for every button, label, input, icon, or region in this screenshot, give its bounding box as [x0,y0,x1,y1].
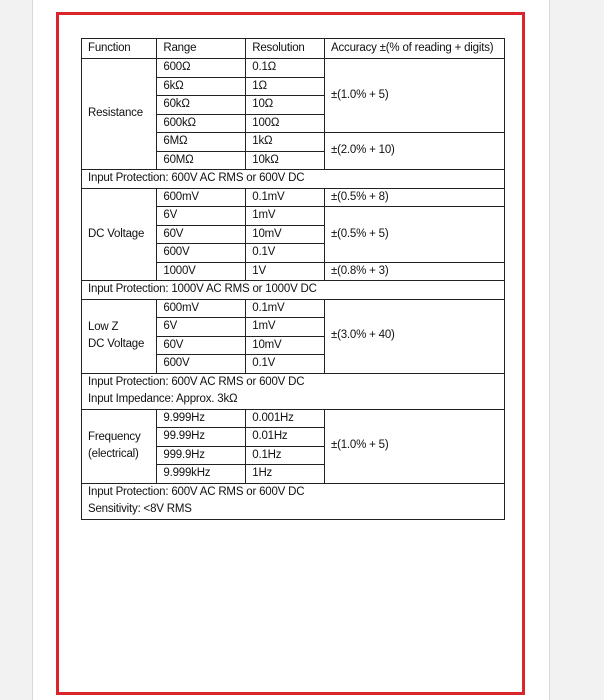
range-cell: 6V [157,318,246,337]
range-cell: 600kΩ [157,114,246,133]
resolution-cell: 0.1V [246,244,325,263]
resolution-cell: 10Ω [246,96,325,115]
accuracy-cell: ±(1.0% + 5) [325,409,505,483]
accuracy-cell: ±(2.0% + 10) [325,133,505,170]
function-frequency [82,409,157,483]
resolution-cell: 10mV [246,225,325,244]
range-cell: 600mV [157,188,246,207]
range-cell: 600V [157,244,246,263]
accuracy-cell: ±(0.8% + 3) [325,262,505,281]
note-line1: Input Protection: 600V AC RMS or 600V DC [88,485,305,498]
table-row [82,299,505,318]
range-cell: 600mV [157,299,246,318]
note-line2: Input Impedance: Approx. 3kΩ [88,393,238,405]
range-cell: 60V [157,336,246,355]
table-row [82,409,505,428]
resolution-cell: 1Hz [246,465,325,484]
specification-table [81,38,505,520]
note-row [82,373,505,409]
function-label-line1: Low Z [88,320,119,333]
note-row [82,170,505,189]
resolution-cell: 1Ω [246,77,325,96]
header-function: Function [82,39,157,59]
resolution-cell: 10mV [246,336,325,355]
note-line1: Input Protection: 600V AC RMS or 600V DC [88,375,305,388]
range-cell: 600V [157,355,246,374]
range-cell: 6V [157,207,246,226]
function-resistance: Resistance [82,59,157,170]
function-label-line1: Frequency [88,430,141,443]
accuracy-cell: ±(3.0% + 40) [325,299,505,373]
table-row [82,59,505,78]
resolution-cell: 1mV [246,318,325,337]
resolution-cell: 0.1Ω [246,59,325,78]
input-protection-note: Input Protection: 1000V AC RMS or 1000V DC [82,281,505,300]
resolution-cell: 0.1V [246,355,325,374]
range-cell: 6kΩ [157,77,246,96]
range-cell: 9.999kHz [157,465,246,484]
function-low-z-dc-voltage [82,299,157,373]
resolution-cell: 1V [246,262,325,281]
note-row [82,281,505,300]
accuracy-cell: ±(0.5% + 5) [325,207,505,263]
note-row [82,483,505,519]
table-row [82,188,505,207]
header-range: Range [157,39,246,59]
input-protection-note [82,373,505,409]
header-accuracy: Accuracy ±(% of reading + digits) [325,39,505,59]
resolution-cell: 0.1mV [246,188,325,207]
range-cell: 6MΩ [157,133,246,152]
range-cell: 99.99Hz [157,428,246,447]
resolution-cell: 1mV [246,207,325,226]
function-label-line2: (electrical) [88,448,139,460]
table-header-row [82,39,505,59]
range-cell: 600Ω [157,59,246,78]
resolution-cell: 0.01Hz [246,428,325,447]
note-line2: Sensitivity: <8V RMS [88,503,192,515]
range-cell: 1000V [157,262,246,281]
range-cell: 60MΩ [157,151,246,170]
range-cell: 999.9Hz [157,446,246,465]
range-cell: 60kΩ [157,96,246,115]
resolution-cell: 0.1mV [246,299,325,318]
range-cell: 60V [157,225,246,244]
resolution-cell: 1kΩ [246,133,325,152]
function-label-line2: DC Voltage [88,338,145,350]
resolution-cell: 10kΩ [246,151,325,170]
input-protection-note [82,483,505,519]
resolution-cell: 100Ω [246,114,325,133]
range-cell: 9.999Hz [157,409,246,428]
header-resolution: Resolution [246,39,325,59]
function-dc-voltage: DC Voltage [82,188,157,281]
input-protection-note: Input Protection: 600V AC RMS or 600V DC [82,170,505,189]
accuracy-cell: ±(0.5% + 8) [325,188,505,207]
resolution-cell: 0.001Hz [246,409,325,428]
accuracy-cell: ±(1.0% + 5) [325,59,505,133]
resolution-cell: 0.1Hz [246,446,325,465]
